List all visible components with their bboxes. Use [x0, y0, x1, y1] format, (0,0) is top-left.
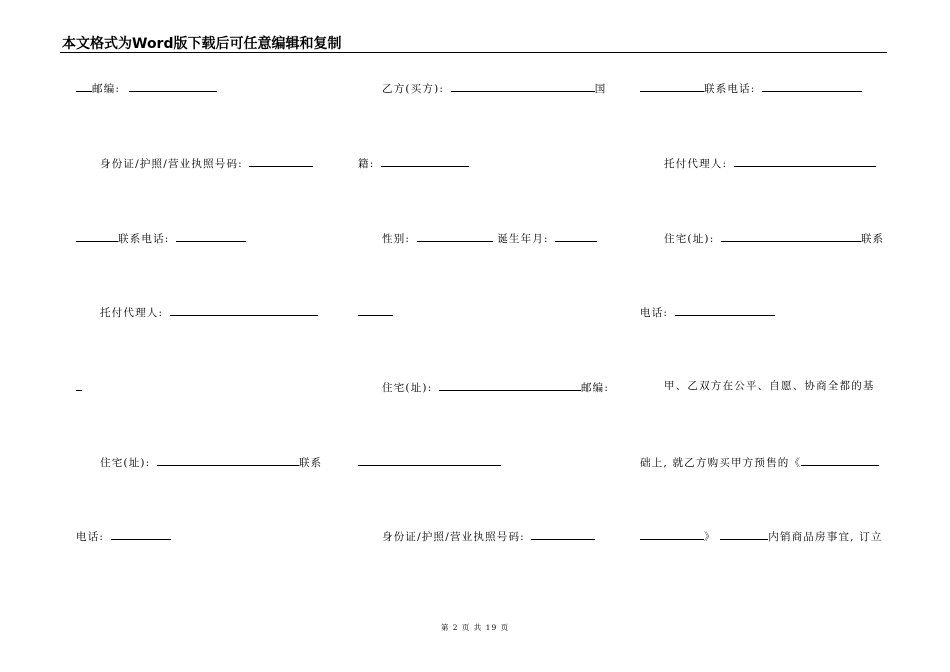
col1-agent-line [100, 304, 318, 320]
col2-nationality-line [358, 155, 469, 171]
gender-field[interactable] [417, 230, 493, 242]
header-divider [60, 52, 887, 53]
col1-phone-line [76, 230, 246, 246]
project-name-field-cont[interactable] [640, 528, 704, 540]
col2-blank-line [358, 304, 393, 320]
col3-address-line [664, 230, 884, 246]
col3-agreement-line-1 [664, 379, 875, 393]
birth-label: 诞生年月: [497, 233, 549, 245]
blank-field[interactable] [720, 528, 768, 540]
phone-field[interactable] [176, 230, 246, 242]
gender-label: 性别: [382, 233, 411, 245]
buyer-field[interactable] [451, 80, 595, 92]
agent-label: 托付代理人: [664, 158, 728, 170]
blank-field[interactable] [76, 80, 92, 92]
col2-id-line [382, 528, 595, 544]
nationality-prefix: 国 [594, 83, 607, 95]
agreement-text-3: 内销商品房事宜, 订立 [768, 531, 883, 543]
id-number-field[interactable] [531, 528, 595, 540]
blank-field[interactable] [76, 379, 82, 391]
tel-label: 电话: [76, 531, 105, 543]
col2-gender-line [382, 230, 597, 246]
buyer-label: 乙方(买方): [382, 83, 445, 95]
agent-label: 托付代理人: [100, 307, 164, 319]
agreement-text-2: 础上, 就乙方购买甲方预售的《 [640, 457, 802, 469]
col3-agreement-line-2 [640, 454, 879, 470]
phone-label: 联系电话: [118, 233, 170, 245]
agreement-text-1: 甲、乙双方在公平、自愿、协商全都的基 [664, 380, 875, 392]
address-label: 住宅(址): [100, 457, 151, 469]
page-number: 第 2 页 共 19 页 [440, 623, 510, 632]
birth-field[interactable] [555, 230, 597, 242]
id-number-field[interactable] [249, 155, 313, 167]
project-name-field[interactable] [801, 454, 879, 466]
blank-field[interactable] [76, 230, 118, 242]
tel-field[interactable] [675, 304, 775, 316]
agent-field[interactable] [170, 304, 318, 316]
nationality-field[interactable] [381, 155, 469, 167]
address-label: 住宅(址): [664, 233, 715, 245]
address-field[interactable] [721, 230, 861, 242]
col3-agreement-line-3 [640, 528, 883, 544]
address-label: 住宅(址): [382, 382, 433, 394]
col1-id-line [100, 155, 313, 171]
contact-label: 联系 [860, 233, 885, 245]
agent-field[interactable] [734, 155, 876, 167]
phone-field[interactable] [762, 80, 862, 92]
col2-buyer-line [382, 80, 606, 96]
col1-short-blank [76, 379, 82, 395]
col3-tel-line [640, 304, 775, 320]
phone-label: 联系电话: [704, 83, 756, 95]
blank-field[interactable] [640, 80, 704, 92]
col3-agent-line [664, 155, 876, 171]
blank-field[interactable] [358, 454, 501, 466]
address-field[interactable] [157, 454, 299, 466]
closing-quote: 》 [704, 531, 716, 543]
postcode-label: 邮编: [92, 83, 121, 95]
nationality-label: 籍: [358, 158, 375, 170]
col1-address-line [100, 454, 322, 470]
id-number-label: 身份证/护照/营业执照号码: [382, 531, 525, 543]
col1-postcode-line [76, 80, 217, 96]
col1-tel-line [76, 528, 171, 544]
tel-label: 电话: [640, 307, 669, 319]
col3-phone-line [640, 80, 862, 96]
col2-address-line [382, 379, 609, 395]
blank-field[interactable] [358, 304, 393, 316]
tel-field[interactable] [111, 528, 171, 540]
page-header-title: 本文格式为Word版下载后可任意编辑和复制 [62, 36, 342, 52]
col2-blank-line-2 [358, 454, 501, 470]
id-number-label: 身份证/护照/营业执照号码: [100, 158, 243, 170]
contact-label: 联系 [298, 457, 323, 469]
address-field[interactable] [439, 379, 581, 391]
postcode-field[interactable] [129, 80, 217, 92]
postcode-label: 邮编: [580, 382, 610, 394]
